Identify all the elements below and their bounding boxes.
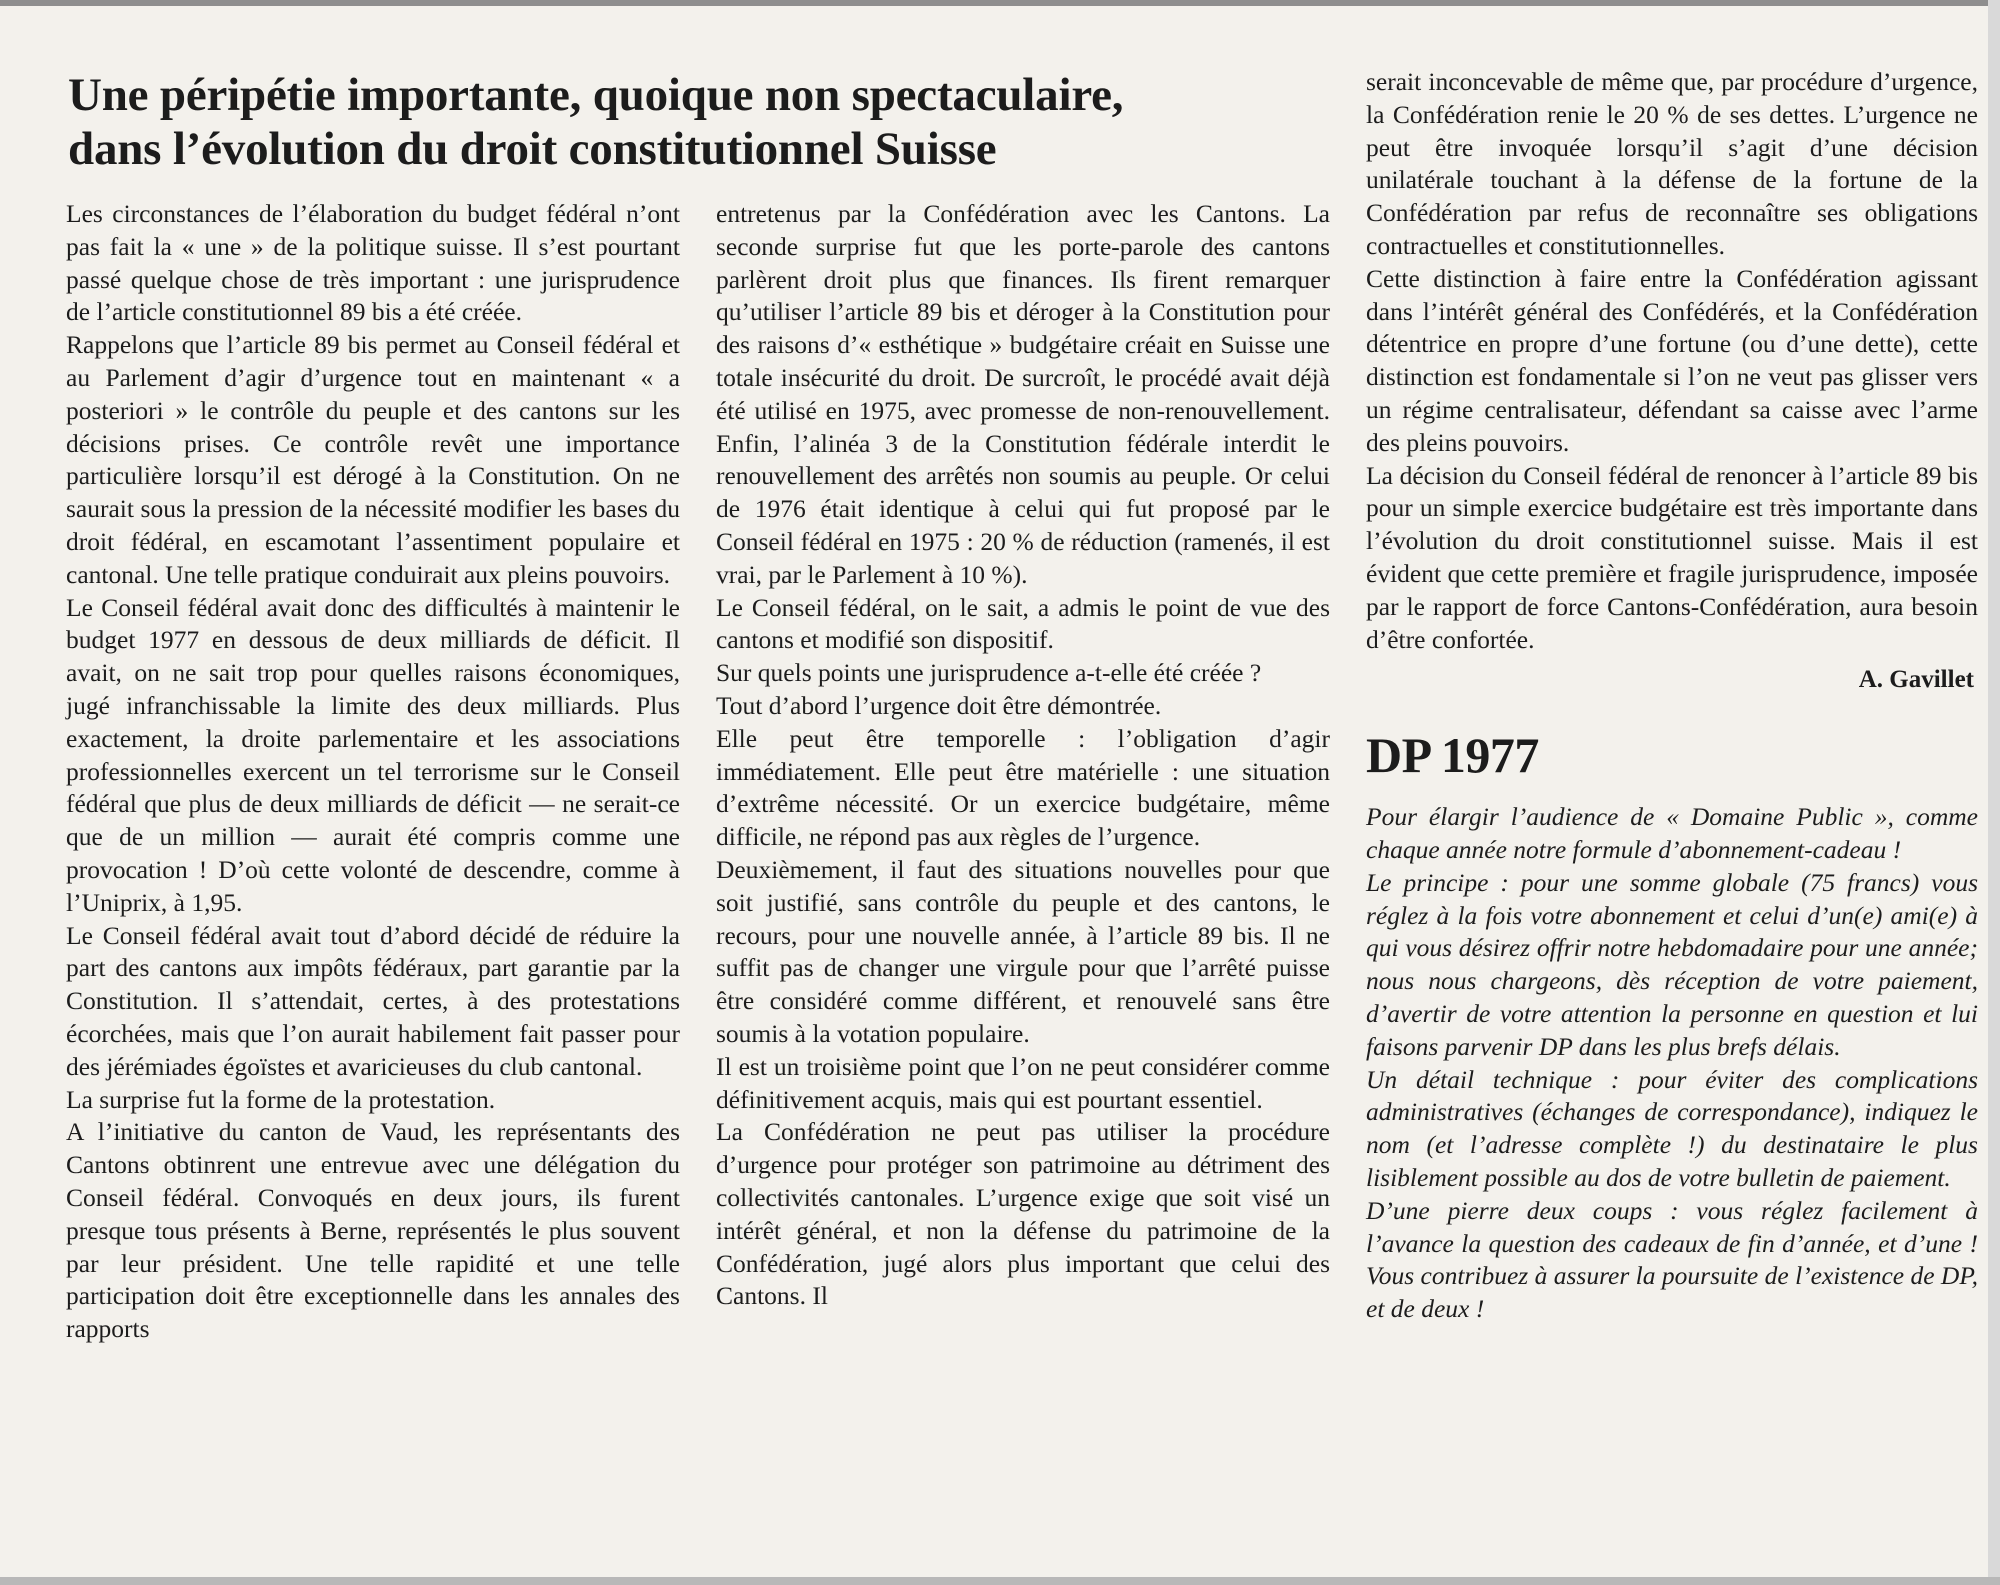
paragraph: Le principe : pour une somme globale (75 francs) vous réglez à la fois votre abonnement et celui d’un(e) ami(e) à qui vous désirez offrir notre hebdomadaire pour une année; nous nous chargeons, dès réception de votre paiement, d’avertir de votre attention la personne en question et lui faisons parvenir DP dans les plus brefs délais. [1366,867,1978,1061]
paragraph: Elle peut être temporelle : l’obligation d’agir immédiatement. Elle peut être matérielle : une situation d’extrême nécessité. Or un exercice budgétaire, même difficile, ne répond pas aux règles de l’urgence. [716,723,1330,852]
paragraph: La surprise fut la forme de la protestation. [66,1084,496,1114]
paragraph: A l’initiative du canton de Vaud, les représentants des Cantons obtinrent une entrevue avec une délégation du Conseil fédéral. Convoqués en deux jours, ils furent presque tous présents à Berne, représentés le plus souvent par leur président. Une telle rapidité et une telle participation doit être exceptionnelle dans les annales des rapports [66,1117,680,1344]
paragraph: D’une pierre deux coups : vous réglez facilement à l’avance la question des cadeaux de fin d’année, et d’une ! Vous contribuez à assurer la poursuite de l’existence de DP, et de deux ! [1366,1195,1978,1324]
article-column-3 [1366,66,1978,1326]
paragraph: Les circonstances de l’élaboration du budget fédéral n’ont pas fait la « une » de la politique suisse. Il s’est pourtant passé quelque chose de très important : une jurisprudence de l’article constitutionnel 89 bis a été créée. [66,199,680,327]
paragraph: Rappelons que l’article 89 bis permet au Conseil fédéral et au Parlement d’agir d’urgence tout en maintenant « a posteriori » le contrôle du peuple et des cantons sur les décisions prises. Ce contrôle revêt une importance particulière lorsqu’il est dérogé à la Constitution. On ne saurait sous la pression de la nécessité modifier les bases du droit fédéral, en escamotant l’assentiment populaire et cantonal. Une telle pratique conduirait aux pleins pouvoirs. [66,330,680,589]
headline-line-1: Une péripétie importante, quoique non spectaculaire, [68,69,1124,121]
top-rule [0,0,2000,6]
bottom-rule [0,1577,2000,1585]
paragraph: Tout d’abord l’urgence doit être démontrée. [716,690,1162,720]
paragraph: Le Conseil fédéral avait donc des difficultés à maintenir le budget 1977 en dessous de deux milliards de déficit. Il avait, on ne sait trop pour quelles raisons économiques, jugé infranchissable la limite des deux milliards. Plus exactement, la droite parlementaire et les associations professionnelles exercent un tel terrorisme sur le Conseil fédéral que plus de deux milliards de déficit — ne serait-ce que de un million — aurait été compris comme une provocation ! D’où cette volonté de descendre, comme à l’Uniprix, à 1,95. [66,592,680,917]
box-title: DP 1977 [1366,727,1539,784]
paragraph: Le Conseil fédéral avait tout d’abord décidé de réduire la part des cantons aux impôts fédéraux, part garantie par la Constitution. Il s’attendait, certes, à des protestations écorchées, mais que l’on aurait habilement fait passer pour des jérémiades égoïstes et avaricieuses du club cantonal. [66,920,680,1081]
paragraph: Sur quels points une jurisprudence a-t-elle été créée ? [716,658,1262,688]
author-signature: A. Gavillet [1858,666,1974,694]
article-column-2 [716,198,1330,1313]
paragraph: serait inconcevable de même que, par procédure d’urgence, la Confédération renie le 20 % de ses dettes. L’urgence ne peut être invoquée lorsqu’il s’agit d’une décision unilatérale touchant à la défense de la fortune de la Confédération par refus de reconnaître ses obligations contractuelles et constitutionnelles. [1366,67,1978,260]
paragraph: entretenus par la Confédération avec les Cantons. La seconde surprise fut que les porte-parole des cantons parlèrent droit plus que finances. Ils firent remarquer qu’utiliser l’article 89 bis et déroger à la Constitution pour des raisons d’« esthétique » budgétaire créait en Suisse une totale insécurité du droit. De surcroît, le procédé avait déjà été utilisé en 1975, avec promesse de non-renouvellement. Enfin, l’alinéa 3 de la Constitution fédérale interdit le renouvellement des arrêtés non soumis au peuple. Or celui de 1976 était identique à celui qui fut proposé par le Conseil fédéral en 1975 : 20 % de réduction (ramenés, il est vrai, par le Parlement à 10 %). [716,199,1330,589]
paragraph: Un détail technique : pour éviter des complications administratives (échanges de correspondance), indiquez le nom (et l’adresse complète !) du destinataire le plus lisiblement possible au dos de votre bulletin de paiement. [1366,1064,1978,1192]
paragraph: Deuxièmement, il faut des situations nouvelles pour que soit justifié, sans contrôle du peuple et des cantons, le recours, pour une nouvelle année, à l’article 89 bis. Il ne suffit pas de changer une virgule pour que l’arrêté puisse être considéré comme différent, et renouvelé sans être soumis à la votation populaire. [716,854,1330,1048]
paragraph: Pour élargir l’audience de « Domaine Public », comme chaque année notre formule d’abonnement-cadeau ! [1366,802,1978,864]
paragraph: Cette distinction à faire entre la Confédération agissant dans l’intérêt général des Confédérés, et la Confédération détentrice en propre d’une fortune (ou d’une dette), cette distinction est fondamentale si l’on ne veut pas glisser vers un régime centralisateur, défendant sa caisse avec l’arme des pleins pouvoirs. [1366,263,1978,457]
article-headline [68,68,1358,176]
paragraph: La décision du Conseil fédéral de renoncer à l’article 89 bis pour un simple exercice budgétaire est très importante dans l’évolution du droit constitutionnel suisse. Mais il est évident que cette première et fragile jurisprudence, imposée par le rapport de force Cantons-Confédération, aura besoin d’être confortée. [1366,460,1978,654]
paragraph: Le Conseil fédéral, on le sait, a admis le point de vue des cantons et modifié son dispositif. [716,592,1330,655]
headline-line-2: dans l’évolution du droit constitutionnel Suisse [68,123,997,175]
article-column-1 [66,198,680,1346]
paragraph: Il est un troisième point que l’on ne peut considérer comme définitivement acquis, mais qui est pourtant essentiel. [716,1051,1330,1114]
subscription-notice [1366,801,1978,1326]
page-edge [1988,0,2000,1585]
paragraph: La Confédération ne peut pas utiliser la procédure d’urgence pour protéger son patrimoine au détriment des collectivités cantonales. L’urgence exige que soit visé un intérêt général, et non la défense du patrimoine de la Confédération, jugé alors plus important que celui des Cantons. Il [716,1117,1330,1311]
